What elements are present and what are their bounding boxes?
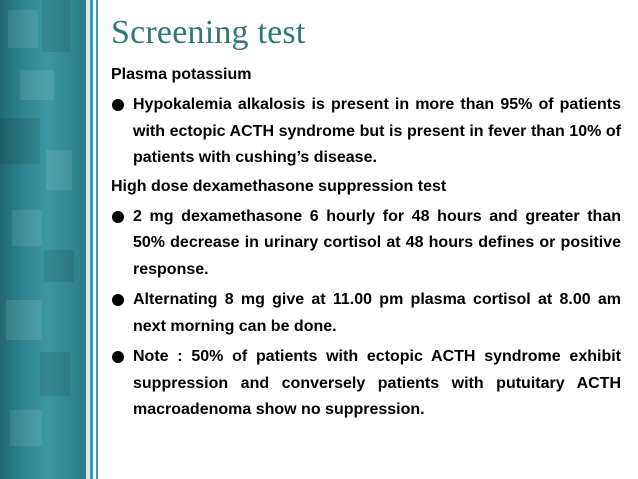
sidebar-stripe-thin	[96, 0, 98, 479]
bullet-icon	[112, 211, 124, 223]
slide-body	[111, 64, 621, 424]
bullet-item	[111, 92, 621, 172]
decorative-sidebar	[0, 0, 86, 479]
slide-title: Screening test	[111, 14, 306, 51]
bullet-icon	[112, 351, 124, 363]
bullet-text: Alternating 8 mg give at 11.00 pm plasma cortisol at 8.00 am next morning can be done.	[133, 291, 621, 335]
section-heading-dexamethasone-test: High dose dexamethasone suppression test	[111, 177, 447, 195]
bullet-text: Note : 50% of patients with ectopic ACTH syndrome exhibit suppression and conversely patients with putuitary ACTH macroadenoma show no suppression.	[133, 348, 621, 418]
bullet-item	[111, 287, 621, 340]
bullet-text: 2 mg dexamethasone 6 hourly for 48 hours and greater than 50% decrease in urinary cortisol at 48 hours defines or positive response.	[133, 207, 621, 278]
bullet-text: Hypokalemia alkalosis is present in more than 95% of patients with ectopic ACTH syndrome but is present in fever than 10% of patients with cushing’s disease.	[133, 96, 621, 166]
bullet-icon	[112, 294, 124, 306]
section-heading-plasma-potassium: Plasma potassium	[111, 66, 252, 83]
bullet-item	[111, 204, 621, 284]
bullet-item	[111, 344, 621, 424]
bullet-icon	[112, 99, 124, 111]
sidebar-stripe-accent	[90, 0, 93, 479]
